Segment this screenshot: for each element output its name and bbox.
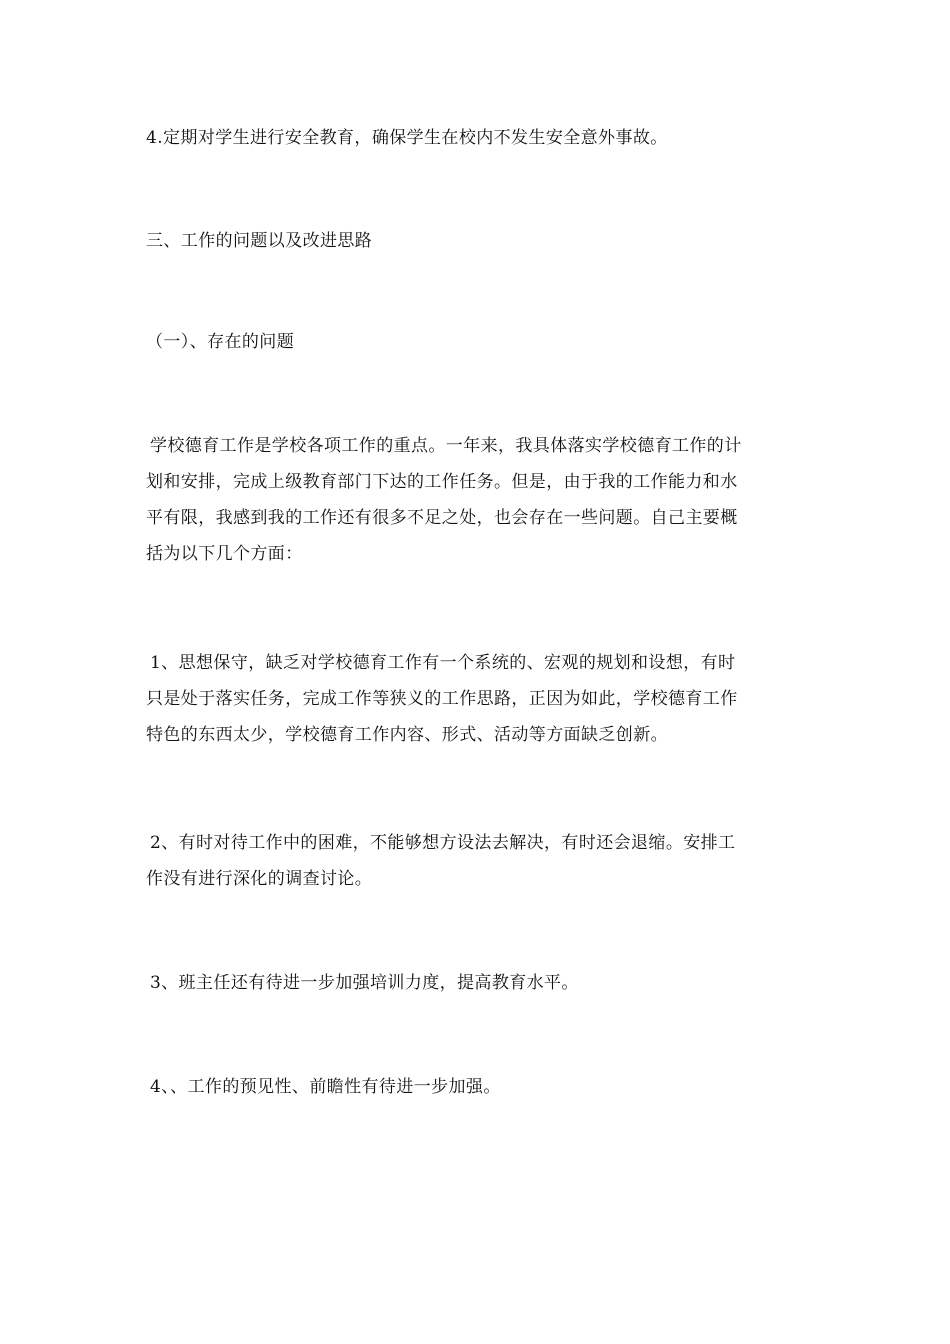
paragraph-problem-2	[146, 825, 806, 897]
text-line: 3、班主任还有待进一步加强培训力度，提高教育水平。	[150, 973, 579, 993]
text-line: 4、、工作的预见性、前瞻性有待进一步加强。	[150, 1077, 501, 1097]
text-line: 划和安排，完成上级教育部门下达的工作任务。但是，由于我的工作能力和水	[146, 472, 738, 492]
text-line: 学校德育工作是学校各项工作的重点。一年来，我具体落实学校德育工作的计	[150, 436, 742, 456]
text-line: 作没有进行深化的调查讨论。	[146, 869, 373, 889]
section-heading-problems-and-improvements	[146, 223, 806, 259]
text-line: 4.定期对学生进行安全教育，确保学生在校内不发生安全意外事故。	[146, 128, 668, 148]
paragraph-problem-1	[146, 645, 806, 753]
text-line: 1、思想保守，缺乏对学校德育工作有一个系统的、宏观的规划和设想，有时	[150, 653, 736, 673]
text-line: 只是处于落实任务，完成工作等狭义的工作思路，正因为如此，学校德育工作	[146, 689, 738, 709]
subsection-heading-existing-problems	[146, 324, 806, 360]
heading-line: 三、工作的问题以及改进思路	[146, 231, 373, 251]
paragraph-problem-3	[146, 965, 806, 1001]
text-line: 平有限，我感到我的工作还有很多不足之处，也会存在一些问题。自己主要概	[146, 508, 738, 528]
paragraph-problem-4	[146, 1069, 806, 1105]
paragraph-safety-education	[146, 120, 806, 156]
heading-line: （一）、存在的问题	[146, 332, 295, 352]
text-line: 括为以下几个方面：	[146, 544, 303, 564]
text-line: 特色的东西太少，学校德育工作内容、形式、活动等方面缺乏创新。	[146, 725, 668, 745]
text-line: 2、有时对待工作中的困难，不能够想方设法去解决，有时还会退缩。安排工	[150, 833, 736, 853]
paragraph-moral-education-overview	[146, 428, 806, 572]
